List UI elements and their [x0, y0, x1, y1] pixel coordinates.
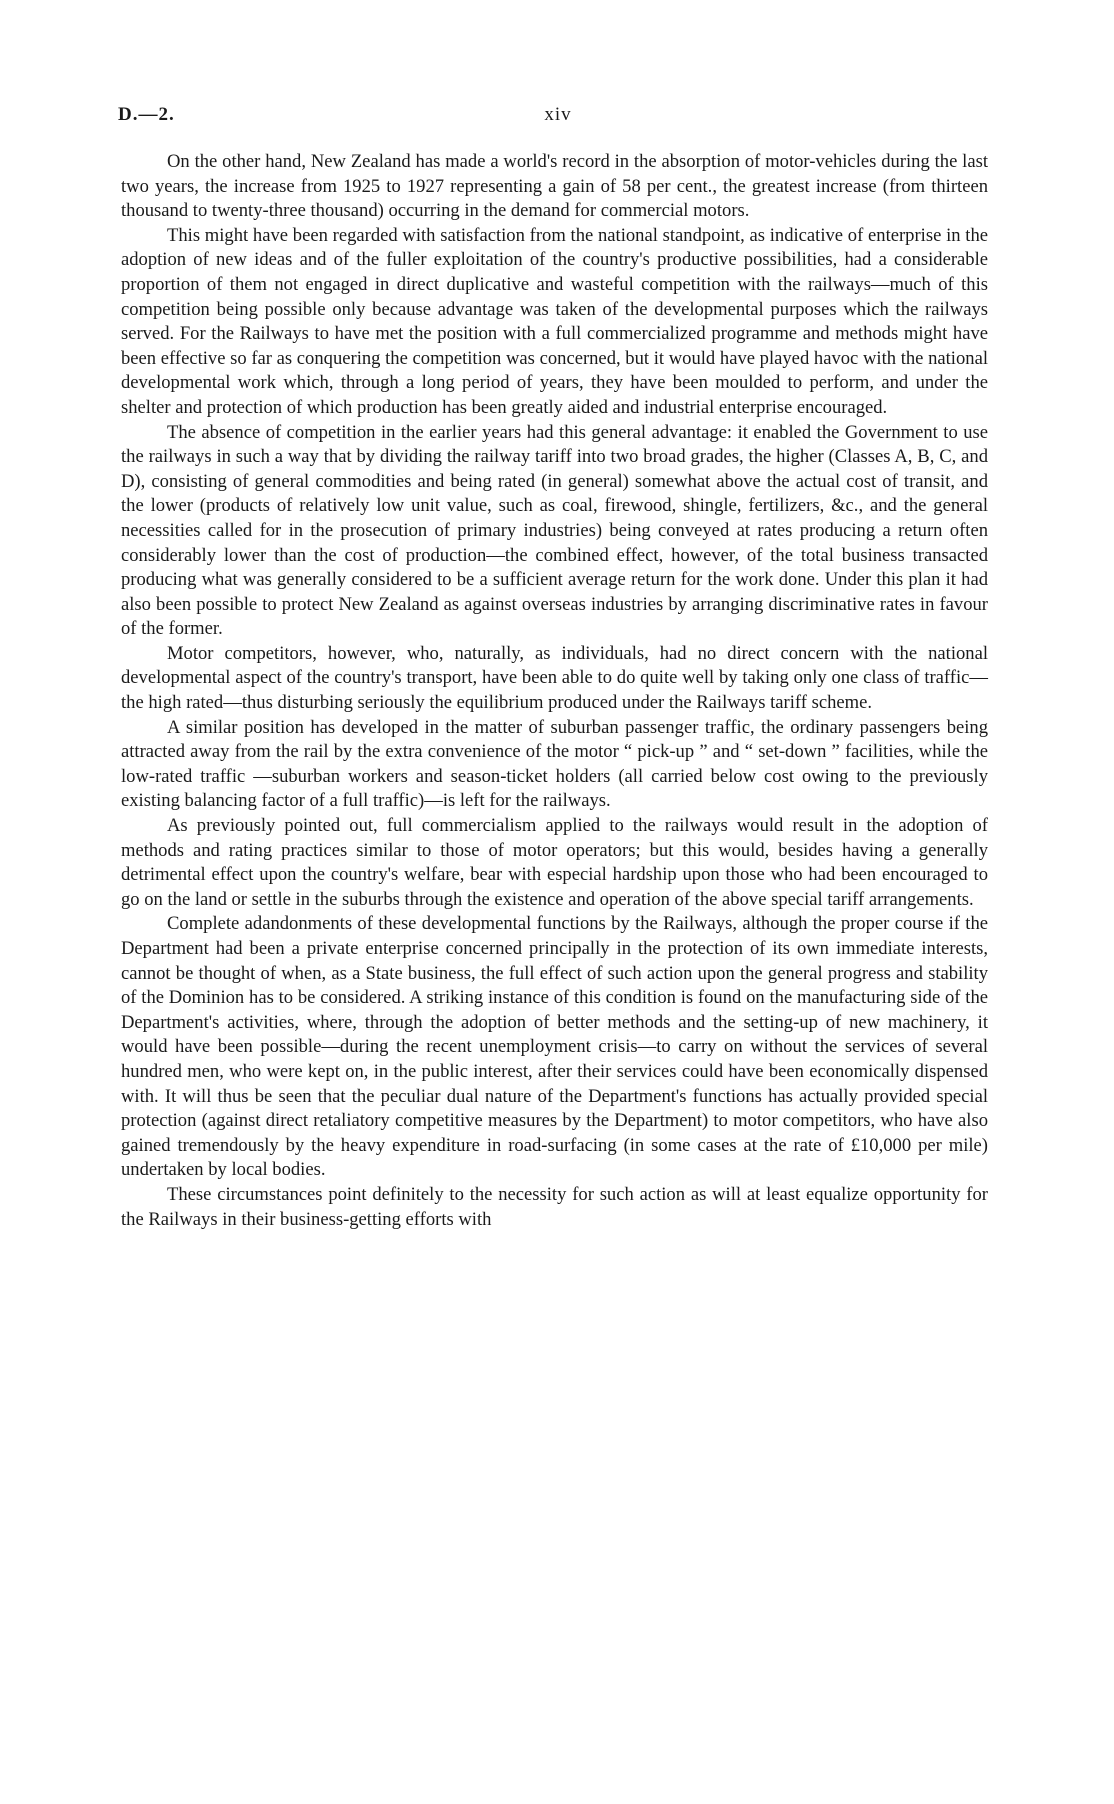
paragraph: Complete adandonments of these developmental functions by the Railways, although the proper course if the Department had been a private enterprise concerned principally in the protection of its own immediate interests, cannot be thought of when, as a State business, the full effect of such action upon the general progress and stability of the Dominion has to be considered. A striking instance of this condition is found on the manufacturing side of the Department's activities, where, through the adoption of better methods and the setting-up of new machinery, it would have been possible—during the recent unemployment crisis—to carry on without the services of several hundred men, who were kept on, in the public interest, after their services could have been economically dispensed with. It will thus be seen that the peculiar dual nature of the Department's functions has actually provided special protection (against direct retaliatory competitive measures by the Department) to motor competitors, who have also gained tremendously by the heavy expenditure in road-surfacing (in some cases at the rate of £10,000 per mile) undertaken by local bodies. [121, 913, 988, 1181]
paragraph: On the other hand, New Zealand has made a world's record in the absorption of motor-vehicles during the last two years, the increase from 1925 to 1927 representing a gain of 58 per cent., the greatest increase (from thirteen thousand to twenty-three thousand) occurring in the demand for commercial motors. [121, 151, 988, 222]
body-text [121, 150, 988, 1232]
paragraph: A similar position has developed in the matter of suburban passenger traffic, the ordinary passengers being attracted away from the rail by the extra convenience of the motor “ pick-up ” and “ set-down ” facilities, while the low-rated traffic —suburban workers and season-ticket holders (all carried below cost owing to the previously existing balancing factor of a full traffic)—is left for the railways. [121, 716, 988, 812]
document-reference: D.—2. [118, 104, 175, 125]
paragraph: The absence of competition in the earlier years had this general advantage: it enabled the Government to use the railways in such a way that by dividing the railway tariff into two broad grades, the higher (Classes A, B, C, and D), consisting of general commodities and being rated (in general) somewhat above the actual cost of transit, and the lower (products of relatively low unit value, such as coal, firewood, shingle, fertilizers, &c., and the general necessities called for in the prosecution of primary industries) being conveyed at rates producing a return often considerably lower than the cost of production—the combined effect, however, of the total business transacted producing what was generally considered to be a sufficient average return for the work done. Under this plan it had also been possible to protect New Zealand as against overseas industries by arranging discriminative rates in favour of the former. [121, 421, 988, 640]
page-number: xiv [544, 104, 572, 125]
paragraph: As previously pointed out, full commercialism applied to the railways would result in the adoption of methods and rating practices similar to those of motor operators; but this would, besides having a generally detrimental effect upon the country's welfare, bear with especial hardship upon those who had been encouraged to go on the land or settle in the suburbs through the existence and operation of the above special tariff arrangements. [121, 815, 988, 910]
paragraph: These circumstances point definitely to the necessity for such action as will at least equalize opportunity for the Railways in their business-getting efforts with [121, 1183, 988, 1230]
page-header [118, 104, 998, 134]
paragraph: This might have been regarded with satisfaction from the national standpoint, as indicative of enterprise in the adoption of new ideas and of the fuller exploitation of the country's productive possibilities, had a considerable proportion of them not engaged in direct duplicative and wasteful competition with the railways—much of this competition being possible only because advantage was taken of the developmental purposes which the railways served. For the Railways to have met the position with a full commercialized programme and methods might have been effective so far as conquering the competition was concerned, but it would have played havoc with the national developmental work which, through a long period of years, they have been moulded to perform, and under the shelter and protection of which production has been greatly aided and industrial enterprise encouraged. [121, 224, 988, 418]
paragraph: Motor competitors, however, who, naturally, as individuals, had no direct concern with the national developmental aspect of the country's transport, have been able to do quite well by taking only one class of traffic—the high rated—thus disturbing seriously the equilibrium produced under the Railways tariff scheme. [121, 642, 988, 714]
